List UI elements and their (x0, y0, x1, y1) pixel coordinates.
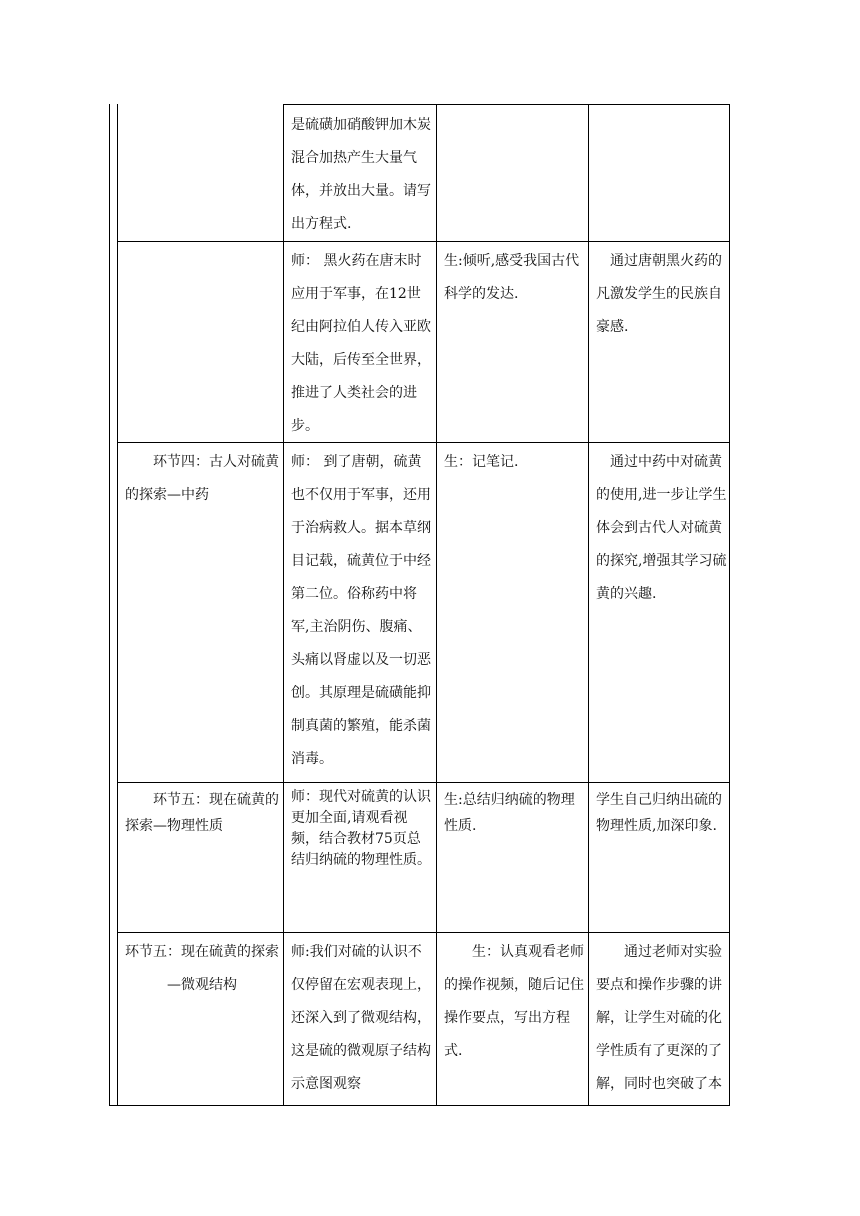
row-divider-1 (117, 241, 730, 242)
row-divider-2 (117, 442, 730, 443)
column-divider-2 (436, 104, 437, 1106)
table-cell-teacher: 师：现代对硫黄的认识更加全面,请观看视频，结合教材75页总结归纳硫的物理性质。 (291, 789, 431, 868)
table-cell-stage: 环节四：古人对硫黄的探索—中药 (125, 454, 279, 503)
table-cell-student: 生:倾听,感受我国古代科学的发达. (444, 253, 580, 302)
table-cell-student: 生：记笔记. (444, 454, 519, 470)
table-cell-stage: 环节五：现在硫黄的探索—微观结构 (125, 944, 279, 993)
table-right-border (729, 104, 730, 1106)
table-bottom-border (109, 1105, 730, 1106)
table-cell-teacher: 师： 黑火药在唐末时应用于军事，在12世纪由阿拉伯人传入亚欧大陆，后传至全世界，推进了人类社会的进步。 (291, 253, 431, 434)
column-divider-3 (588, 104, 589, 1106)
table-cell-student: 生：认真观看老师的操作视频，随后记住操作要点，写出方程式. (444, 944, 584, 1059)
row-divider-top (283, 104, 730, 105)
row-divider-3 (117, 782, 730, 783)
table-outer-left-border (109, 104, 110, 1106)
table-cell-teacher: 师： 到了唐朝，硫黄也不仅用于军事，还用于治病救人。据本草纲目记载，硫黄位于中经第二位。俗称药中将军,主治阴伤、腹痛、头痛以肾虚以及一切恶创。其原理是硫磺能抑制真菌的繁殖，能杀菌消毒。 (291, 454, 431, 767)
table-cell-intent: 学生自己归纳出硫的物理性质,加深印象. (596, 792, 722, 834)
row-divider-4 (117, 932, 730, 933)
table-cell-intent: 通过老师对实验要点和操作步骤的讲解，让学生对硫的化学性质有了更深的了解，同时也突破了本 (596, 944, 722, 1092)
table-cell-intent: 通过唐朝黑火药的凡激发学生的民族自豪感. (596, 253, 722, 335)
column-divider-1 (283, 104, 284, 1106)
table-cell-student: 生:总结归纳硫的物理性质. (444, 792, 575, 834)
table-cell-teacher: 师:我们对硫的认识不仅停留在宏观表现上，还深入到了微观结构，这是硫的微观原子结构示意图观察 (291, 944, 431, 1092)
table-cell-teacher: 是硫磺加硝酸钾加木炭混合加热产生大量气体，并放出大量。请写出方程式. (291, 117, 431, 232)
table-cell-stage: 环节五：现在硫黄的探索—物理性质 (125, 792, 279, 834)
table-left-border (117, 104, 118, 1106)
table-cell-intent: 通过中药中对硫黄的使用,进一步让学生体会到古代人对硫黄的探究,增强其学习硫黄的兴趣. (596, 454, 727, 602)
